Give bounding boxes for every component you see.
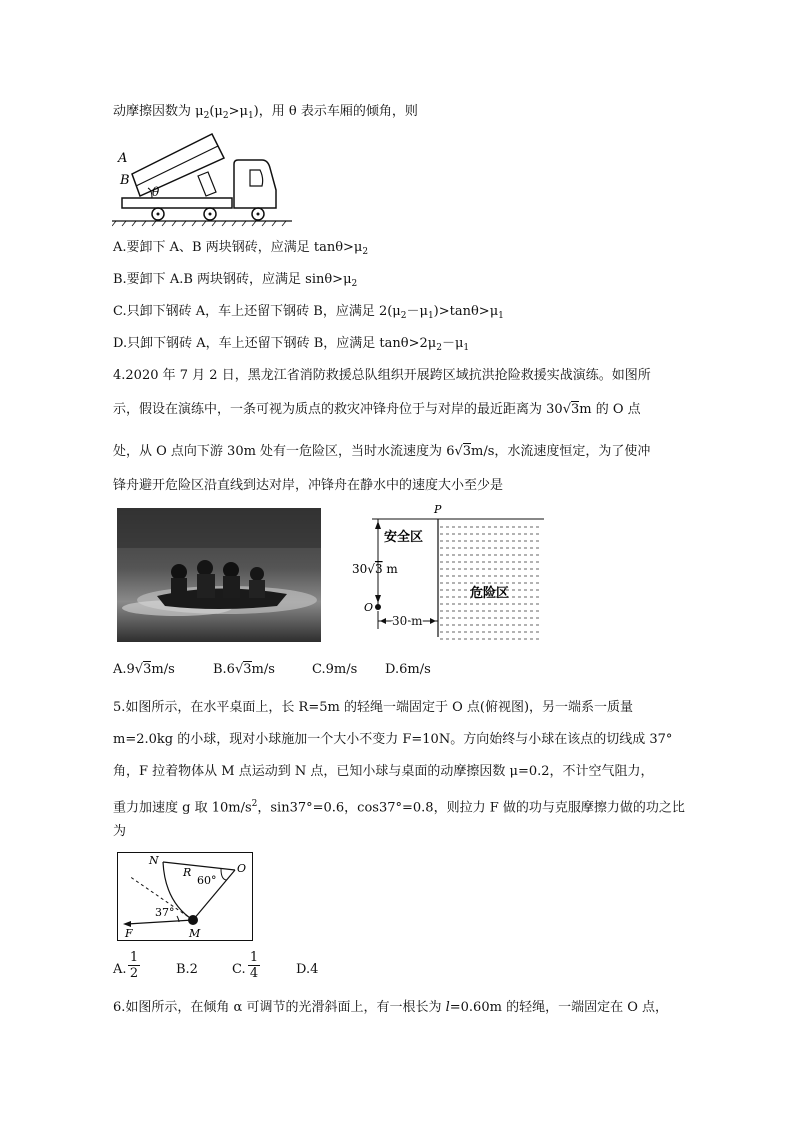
subscript: 2 — [351, 279, 358, 289]
text: m/s，水流速度恒定，为了使冲 — [471, 444, 651, 459]
label-60-degrees: 60° — [197, 874, 217, 887]
q5-line4 — [113, 794, 685, 818]
sqrt-symbol: √ — [367, 562, 375, 576]
q3-intro-text: )，用 θ 表示车厢的倾角，则 — [253, 104, 418, 119]
q5-option-d: D.4 — [296, 962, 319, 977]
q5-fraction-a — [128, 950, 140, 981]
label-a: A — [118, 151, 128, 166]
option-text: －μ — [441, 336, 464, 351]
text: =0.60m 的轻绳，一端固定在 O 点， — [449, 1000, 668, 1015]
numerator: 1 — [249, 950, 259, 965]
label-r: R — [183, 866, 192, 879]
q3-option-c — [113, 302, 504, 326]
label-theta: θ — [152, 185, 160, 199]
q4-line3 — [113, 442, 650, 462]
sqrt-value: 3 — [462, 444, 472, 459]
q5-option-c: C. — [232, 962, 246, 977]
sqrt-value: 3 — [374, 562, 383, 576]
subscript: 2 — [400, 311, 407, 321]
option-text: －μ — [406, 304, 428, 319]
q4-option-d: D.6m/s — [385, 662, 431, 677]
label-safe-zone: 安全区 — [384, 530, 424, 545]
q5-line3: 角，F 拉着物体从 M 点运动到 N 点，已知小球与桌面的动摩擦因数 μ=0.2，不计空气阻力， — [113, 764, 654, 779]
subscript: 2 — [203, 111, 210, 121]
label-m: M — [189, 927, 201, 940]
label-distance — [352, 562, 398, 576]
subscript: 1 — [498, 311, 504, 321]
superscript: 2 — [251, 799, 258, 809]
q4-option-b — [213, 660, 275, 680]
subscript: 1 — [463, 343, 470, 353]
option-text: B.要卸下 A.B 两块钢砖，应满足 sinθ>μ — [113, 272, 352, 287]
subscript: 1 — [427, 311, 434, 321]
q3-option-d — [113, 334, 469, 358]
option-text: B.6 — [213, 662, 235, 677]
q5-option-b: B.2 — [176, 962, 198, 977]
sqrt-symbol: √ — [234, 662, 244, 677]
q3-intro — [113, 102, 418, 126]
q4-option-c: C.9m/s — [312, 662, 358, 677]
text: m 的 O 点 — [579, 402, 641, 417]
label-f: F — [125, 927, 133, 940]
denominator: 2 — [129, 966, 139, 981]
option-text: D.只卸下钢砖 A，车上还留下钢砖 B，应满足 tanθ>2μ — [113, 336, 437, 351]
q4-line4: 锋舟避开危险区沿直线到达对岸，冲锋舟在静水中的速度大小至少是 — [113, 478, 504, 493]
label-n: N — [149, 854, 159, 867]
subscript: 2 — [222, 111, 229, 121]
numerator: 1 — [129, 950, 139, 965]
subscript: 2 — [362, 247, 369, 257]
denominator: 4 — [249, 966, 259, 981]
option-text: m/s — [251, 662, 275, 677]
sqrt-symbol: √ — [454, 444, 463, 459]
label-b: B — [120, 173, 130, 188]
subscript: 2 — [436, 343, 442, 353]
q4-option-a — [113, 660, 175, 680]
q5-line2: m=2.0kg 的小球，现对小球施加一个大小不变力 F=10N。方向始终与小球在该点的切线成 37° — [113, 732, 673, 747]
label-o: O — [237, 862, 247, 875]
q5-line5: 为 — [113, 824, 127, 839]
q3-intro-text: 动摩擦因数为 μ — [113, 104, 204, 119]
river-diagram — [352, 503, 552, 643]
q6-line1 — [113, 998, 668, 1018]
q5-line1: 5.如图所示，在水平桌面上，长 R=5m 的轻绳一端固定于 O 点(俯视图)，另一端系一质量 — [113, 700, 634, 715]
option-text: )>tanθ>μ — [433, 304, 499, 319]
sqrt-symbol: √ — [562, 402, 571, 417]
text: 处，从 O 点向下游 30m 处有一危险区，当时水流速度为 6 — [113, 444, 455, 459]
label-p: P — [434, 503, 442, 516]
option-text: m/s — [151, 662, 175, 677]
rescue-photo — [117, 508, 321, 642]
sqrt-value: 3 — [143, 662, 152, 677]
sqrt-value: 3 — [243, 662, 252, 677]
variable-l: l — [445, 1000, 450, 1015]
q3-option-b — [113, 270, 357, 294]
label-danger-zone: 危险区 — [470, 586, 510, 601]
rope-diagram — [117, 852, 257, 942]
q5-option-a: A. — [113, 962, 127, 977]
q3-intro-text: >μ — [228, 104, 248, 119]
truck-figure — [112, 128, 312, 228]
option-text: C.只卸下钢砖 A，车上还留下钢砖 B，应满足 2(μ — [113, 304, 401, 319]
q5-fraction-c — [248, 950, 260, 981]
sqrt-symbol: √ — [134, 662, 144, 677]
option-text: A.要卸下 A、B 两块钢砖，应满足 tanθ>μ — [113, 240, 363, 255]
label-37-degrees: 37° — [155, 906, 175, 919]
q3-intro-text: (μ — [209, 104, 223, 119]
distance-number: 30 — [352, 562, 368, 576]
option-text: A.9 — [113, 662, 135, 677]
text: 示，假设在演练中，一条可视为质点的救灾冲锋舟位于与对岸的最近距离为 30 — [113, 402, 563, 417]
q4-line2 — [113, 400, 641, 420]
q3-option-a — [113, 238, 368, 262]
distance-unit: m — [382, 562, 398, 576]
text: 6.如图所示，在倾角 α 可调节的光滑斜面上，有一根长为 — [113, 1000, 446, 1015]
q4-line1: 4.2020 年 7 月 2 日，黑龙江省消防救援总队组织开展跨区域抗洪抢险救援实战演练。如图所 — [113, 368, 651, 383]
text: ，sin37°=0.6，cos37°=0.8，则拉力 F 做的功与克服摩擦力做的功之比 — [257, 800, 685, 816]
sqrt-value: 3 — [570, 402, 580, 417]
text: 重力加速度 g 取 10m/s — [113, 800, 252, 816]
label-30m: 30 m — [392, 614, 423, 628]
label-o: O — [364, 601, 374, 614]
subscript: 1 — [247, 111, 254, 121]
